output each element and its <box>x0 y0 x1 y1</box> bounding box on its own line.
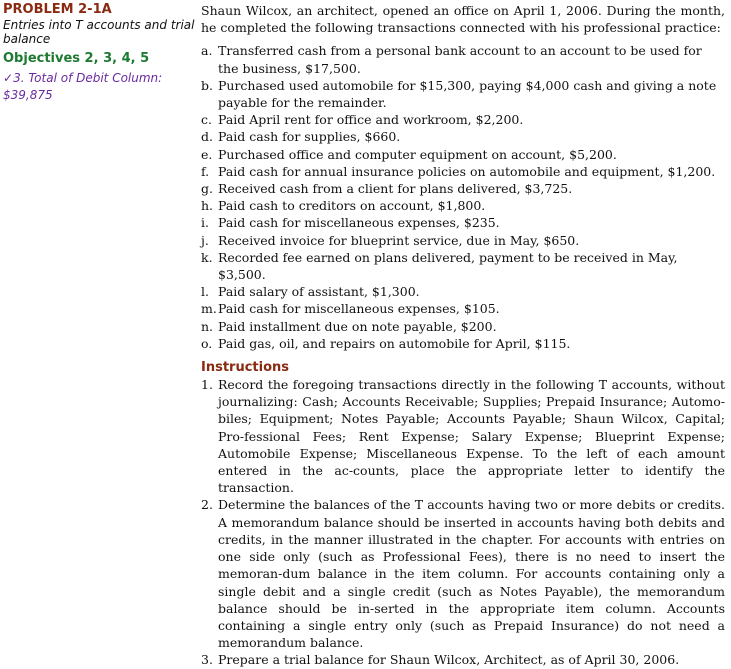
item-text: Paid cash to creditors on account, $1,800. <box>218 198 486 214</box>
check-value: $39,875 <box>3 88 53 102</box>
item-letter: f. <box>201 163 210 179</box>
item-letter: n. <box>201 318 214 334</box>
list-item <box>201 77 725 111</box>
item-text: Transferred cash from a personal bank account to an account to be used for the business, $17,500. <box>218 43 702 76</box>
step-text: Record the foregoing transactions directly in the following T accounts, without journalizing: Cash; Accounts Receivable; Supplies; Prepaid Insurance; Automo-biles; Equipment; Notes Payable; Accounts Payable; Shaun Wilcox, Capital; Pro-fessional Fees; Rent Expense; Salary Expense; Blueprint Expense; Automobile Expense; Miscellaneous Expense. To the left of each amount entered in the ac-counts, place the appropriate letter to identify the transaction. <box>218 377 725 496</box>
list-item <box>201 146 725 163</box>
list-item <box>201 111 725 128</box>
list-item <box>201 300 725 317</box>
item-text: Paid cash for supplies, $660. <box>218 129 401 145</box>
item-text: Paid cash for annual insurance policies on automobile and equipment, $1,200. <box>218 163 716 179</box>
item-letter: o. <box>201 335 213 351</box>
list-item <box>201 214 725 231</box>
list-item <box>201 180 725 197</box>
item-text: Paid April rent for office and workroom, $2,200. <box>218 112 524 128</box>
item-text: Recorded fee earned on plans delivered, payment to be received in May, $3,500. <box>218 249 678 283</box>
item-text: Paid cash for miscellaneous expenses, $105. <box>218 301 500 317</box>
item-letter: a. <box>201 43 213 59</box>
step-text: Determine the balances of the T accounts having two or more debits or credits. A memorandum balance should be inserted in accounts having both debits and credits, in the manner illustrated in the chapter. For accounts with entries on one side only (such as Professional Fees), there is no need to insert the memoran-dum balance in the item column. For accounts containing only a single debit and a single credit (such as Notes Payable), the memorandum balance should be in-serted in the appropriate item column. Accounts containing a single entry only (such as Prepaid Insurance) do not need a memorandum balance. <box>218 497 725 651</box>
objectives-label: Objectives 2, 3, 4, 5 <box>3 51 150 66</box>
list-item <box>201 318 725 335</box>
list-item <box>201 128 725 145</box>
item-letter: h. <box>201 198 214 214</box>
transaction-list <box>201 42 725 352</box>
item-text: Received cash from a client for plans delivered, $3,725. <box>218 181 573 197</box>
instruction-list <box>201 376 725 668</box>
problem-intro: Shaun Wilcox, an architect, opened an office on April 1, 2006. During the month, he completed the following transactions connected with his professional practice: <box>201 3 725 36</box>
item-letter: l. <box>201 284 209 300</box>
item-text: Purchased used automobile for $15,300, paying $4,000 cash and giving a note payable for the remainder. <box>218 77 717 111</box>
step-text: Prepare a trial balance for Shaun Wilcox, Architect, as of April 30, 2006. <box>218 652 680 668</box>
item-text: Purchased office and computer equipment on account, $5,200. <box>218 146 617 162</box>
list-item <box>201 335 725 352</box>
item-letter: g. <box>201 181 213 197</box>
list-item <box>201 232 725 249</box>
list-item <box>201 283 725 300</box>
check-figure <box>3 70 198 104</box>
checkmark-icon: ✓ <box>3 71 14 85</box>
instructions-heading: Instructions <box>201 360 290 376</box>
problem-title: PROBLEM 2-1A <box>3 2 112 17</box>
step-number: 2. <box>201 497 213 513</box>
check-label: 3. Total of Debit Column: <box>13 71 163 85</box>
item-letter: k. <box>201 249 213 265</box>
item-text: Paid installment due on note payable, $200. <box>218 318 497 334</box>
list-item <box>201 376 725 496</box>
list-item <box>201 496 725 651</box>
item-letter: b. <box>201 77 213 93</box>
problem-subtitle: Entries into T accounts and trial balance <box>3 18 195 46</box>
list-item <box>201 163 725 180</box>
item-text: Paid cash for miscellaneous expenses, $235. <box>218 215 500 231</box>
list-item <box>201 249 725 283</box>
item-letter: c. <box>201 112 212 128</box>
problem-body <box>201 2 725 669</box>
item-text: Received invoice for blueprint service, due in May, $650. <box>218 232 580 248</box>
item-text: Paid salary of assistant, $1,300. <box>218 284 420 300</box>
list-item <box>201 42 725 76</box>
step-number: 1. <box>201 377 213 393</box>
item-letter: e. <box>201 146 213 162</box>
problem-sidebar <box>3 2 198 104</box>
list-item <box>201 197 725 214</box>
item-letter: d. <box>201 129 213 145</box>
step-number: 3. <box>201 652 213 668</box>
item-letter: j. <box>201 232 209 248</box>
item-letter: m. <box>201 301 217 317</box>
item-text: Paid gas, oil, and repairs on automobile for April, $115. <box>218 335 571 351</box>
list-item <box>201 651 725 668</box>
item-letter: i. <box>201 215 209 231</box>
